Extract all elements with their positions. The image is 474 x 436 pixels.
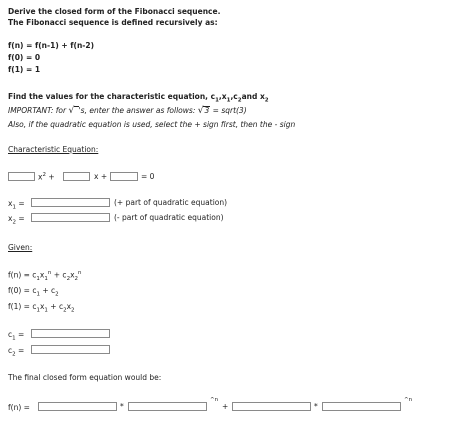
final-coef-1-input[interactable] — [38, 402, 117, 411]
given-f0: $f(0) = c_1 + c_2$ — [8, 286, 59, 298]
recursion-line-3: f(1) = 1 — [8, 65, 41, 74]
characteristic-equation-heading: Characteristic Equation: — [8, 145, 99, 154]
sqrt-icon: √ — [197, 106, 204, 116]
times-2-label: * — [314, 402, 318, 411]
x2-input[interactable] — [31, 213, 110, 222]
given-f1: $f(1) = c_1x_1 + c_2x_2$ — [8, 302, 75, 314]
x-plus-label: x + — [94, 172, 108, 181]
final-base-2-input[interactable] — [322, 402, 401, 411]
char-coef-b-input[interactable] — [63, 172, 90, 181]
given-heading: Given: — [8, 243, 33, 252]
final-base-1-input[interactable] — [128, 402, 207, 411]
char-coef-c-input[interactable] — [110, 172, 138, 181]
x-squared-plus-label: $x^2$ + — [38, 172, 55, 182]
x2-label: $x_2$ = — [8, 214, 25, 226]
c1-input[interactable] — [31, 329, 110, 338]
final-coef-2-input[interactable] — [232, 402, 311, 411]
also-note: Also, if the quadratic equation is used, select the + sign first, then the - sign — [8, 120, 296, 129]
find-values-text: Find the values for the characteristic equation, $c_1,x_1,c_2and$ $x_2$ — [8, 92, 269, 104]
x1-input[interactable] — [31, 198, 110, 207]
x1-label: $x_1$ = — [8, 199, 25, 211]
x1-note: (+ part of quadratic equation) — [114, 198, 228, 207]
recursion-line-1: f(n) = f(n-1) + f(n-2) — [8, 41, 95, 50]
intro-line-2: The Fibonacci sequence is defined recursively as: — [8, 18, 218, 27]
sqrt-icon: √ — [68, 106, 75, 116]
power-n-1-label: ^n — [210, 397, 219, 403]
recursion-line-2: f(0) = 0 — [8, 53, 41, 62]
final-plus-label: + — [222, 402, 229, 411]
final-text: The final closed form equation would be: — [8, 373, 162, 382]
given-fn: $f(n) = c_1x_1^n + c_2x_2^n$ — [8, 270, 82, 282]
times-1-label: * — [120, 402, 124, 411]
intro-line-1: Derive the closed form of the Fibonacci sequence. — [8, 7, 221, 16]
important-note: IMPORTANT: for √ 's, enter the answer as follows: √3 = sqrt(3) — [8, 106, 247, 116]
x2-note: (- part of quadratic equation) — [114, 213, 224, 222]
char-coef-a-input[interactable] — [8, 172, 35, 181]
final-fn-label: f(n) = — [8, 403, 30, 412]
c2-input[interactable] — [31, 345, 110, 354]
c2-label: $c_2$ = — [8, 346, 25, 358]
power-n-2-label: ^n — [404, 397, 413, 403]
c1-label: $c_1$ = — [8, 330, 25, 342]
equals-zero-label: = 0 — [141, 172, 155, 181]
